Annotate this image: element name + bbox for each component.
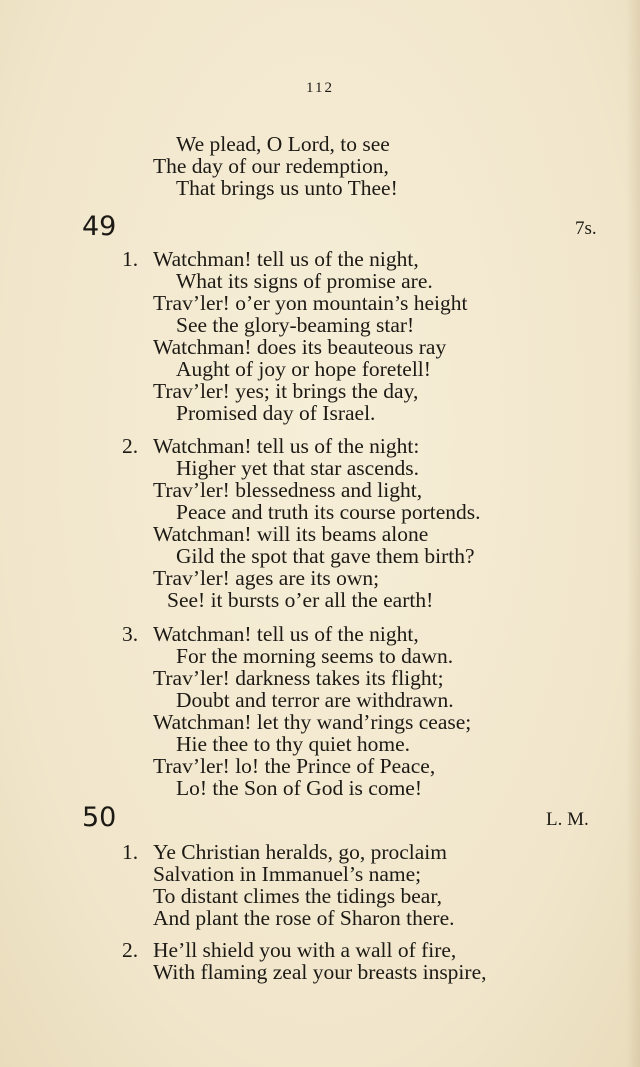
verse-line: Aught of joy or hope foretell! <box>176 357 431 381</box>
verse-line: Ye Christian heralds, go, proclaim <box>153 840 447 864</box>
verse-line: Watchman! will its beams alone <box>153 522 429 546</box>
stanza-line: The day of our redemption, <box>153 154 389 178</box>
verse-line: Hie thee to thy quiet home. <box>176 732 411 756</box>
verse-line: Watchman! tell us of the night: <box>153 434 420 458</box>
verse-line: Higher yet that star ascends. <box>176 456 419 480</box>
verse-line: Trav’ler! darkness takes its flight; <box>153 666 444 690</box>
page-edge-shadow <box>626 0 640 1067</box>
hymn-number: 49 <box>82 211 117 242</box>
verse-line: Trav’ler! blessedness and light, <box>153 478 423 502</box>
verse-line: Watchman! tell us of the night, <box>153 247 419 271</box>
verse-line: Watchman! tell us of the night, <box>153 622 419 646</box>
verse-number: 2. <box>122 938 139 962</box>
verse-line: Trav’ler! lo! the Prince of Peace, <box>153 754 436 778</box>
verse-line: Salvation in Immanuel’s name; <box>153 862 422 886</box>
verse-line: What its signs of promise are. <box>176 269 433 293</box>
verse-number: 2. <box>122 434 139 458</box>
verse-line: Watchman! does its beauteous ray <box>153 335 447 359</box>
verse-line: Gild the spot that gave them birth? <box>176 544 475 568</box>
verse-line: Peace and truth its course portends. <box>176 500 481 524</box>
verse-line: Watchman! let thy wand’rings cease; <box>153 710 472 734</box>
verse-line: He’ll shield you with a wall of fire, <box>153 938 457 962</box>
verse-line: Trav’ler! o’er yon mountain’s height <box>153 291 468 315</box>
verse-line: See! it bursts o’er all the earth! <box>167 588 434 612</box>
page-number: 112 <box>306 80 334 96</box>
hymn-number: 50 <box>82 802 117 833</box>
verse-number: 3. <box>122 622 139 646</box>
verse-line: And plant the rose of Sharon there. <box>153 906 455 930</box>
verse-number: 1. <box>122 840 139 864</box>
verse-line: Trav’ler! ages are its own; <box>153 566 380 590</box>
hymn-meter: 7s. <box>575 218 597 239</box>
stanza-line: We plead, O Lord, to see <box>176 132 390 156</box>
verse-line: With flaming zeal your breasts inspire, <box>153 960 487 984</box>
stanza-line: That brings us unto Thee! <box>176 176 398 200</box>
verse-line: Doubt and terror are withdrawn. <box>176 688 454 712</box>
verse-line: To distant climes the tidings bear, <box>153 884 443 908</box>
verse-line: For the morning seems to dawn. <box>176 644 454 668</box>
verse-line: Promised day of Israel. <box>176 401 376 425</box>
verse-line: Trav’ler! yes; it brings the day, <box>153 379 419 403</box>
verse-line: Lo! the Son of God is come! <box>176 776 423 800</box>
verse-line: See the glory-beaming star! <box>176 313 415 337</box>
hymn-meter: L. M. <box>546 809 589 830</box>
verse-number: 1. <box>122 247 139 271</box>
